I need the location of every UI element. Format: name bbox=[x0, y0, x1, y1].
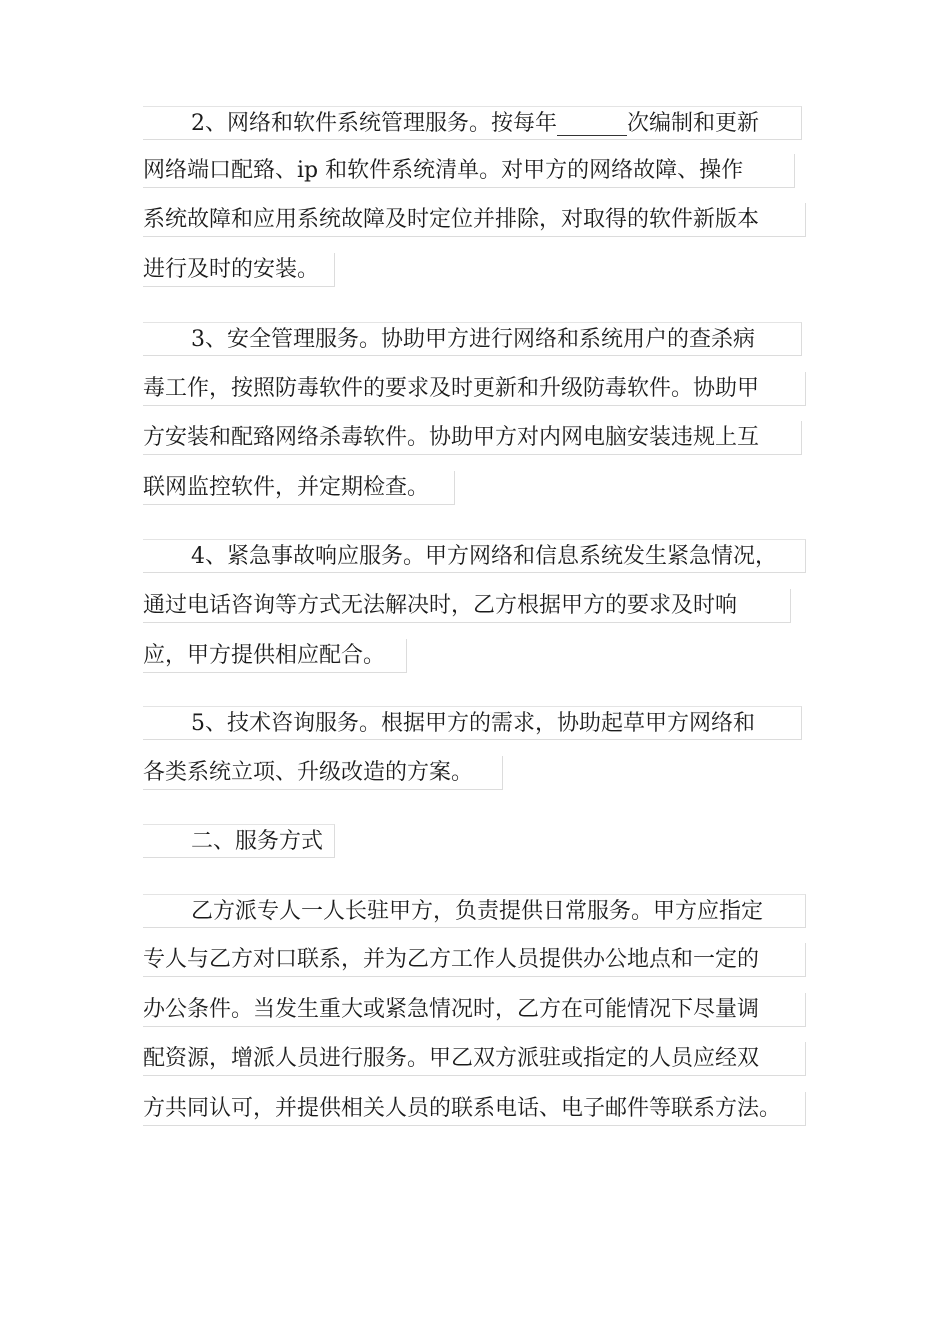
text-segment: 次编制和更新 bbox=[627, 111, 760, 136]
section-heading bbox=[143, 824, 335, 858]
fill-in-blank bbox=[557, 113, 627, 136]
paragraph-2-line-1 bbox=[143, 322, 802, 356]
paragraph-6-line-4: 配资源，增派人员进行服务。甲乙双方派驻或指定的人员应经双 bbox=[143, 1042, 806, 1076]
text-segment: 5、技术咨询服务。根据甲方的需求，协助起草甲方网络和 bbox=[191, 711, 755, 736]
paragraph-1-line-4: 进行及时的安装。 bbox=[143, 253, 335, 287]
text-segment: 2、网络和软件系统管理服务。按每年 bbox=[191, 111, 557, 136]
paragraph-3-line-2: 通过电话咨询等方式无法解决时，乙方根据甲方的要求及时响 bbox=[143, 589, 791, 623]
paragraph-1-line-1 bbox=[143, 106, 802, 140]
text-segment: 3、安全管理服务。协助甲方进行网络和系统用户的查杀病 bbox=[191, 327, 755, 352]
paragraph-4-line-2: 各类系统立项、升级改造的方案。 bbox=[143, 756, 503, 790]
paragraph-3-line-1 bbox=[143, 539, 806, 573]
paragraph-1-line-3: 系统故障和应用系统故障及时定位并排除，对取得的软件新版本 bbox=[143, 203, 806, 237]
text-segment: 4、紧急事故响应服务。甲方网络和信息系统发生紧急情况， bbox=[191, 544, 777, 569]
paragraph-3-line-3: 应，甲方提供相应配合。 bbox=[143, 639, 407, 673]
paragraph-6-line-2: 专人与乙方对口联系，并为乙方工作人员提供办公地点和一定的 bbox=[143, 943, 806, 977]
paragraph-2-line-2: 毒工作，按照防毒软件的要求及时更新和升级防毒软件。协助甲 bbox=[143, 372, 806, 406]
paragraph-6-line-1 bbox=[143, 894, 806, 928]
text-segment: 乙方派专人一人长驻甲方，负责提供日常服务。甲方应指定 bbox=[191, 899, 764, 924]
text-segment: 二、服务方式 bbox=[191, 829, 324, 854]
paragraph-1-line-2: 网络端口配臵、ip 和软件系统清单。对甲方的网络故障、操作 bbox=[143, 154, 795, 188]
paragraph-6-line-3: 办公条件。当发生重大或紧急情况时，乙方在可能情况下尽量调 bbox=[143, 993, 806, 1027]
paragraph-4-line-1 bbox=[143, 706, 802, 740]
paragraph-6-line-5: 方共同认可，并提供相关人员的联系电话、电子邮件等联系方法。 bbox=[143, 1092, 806, 1126]
paragraph-2-line-4: 联网监控软件，并定期检查。 bbox=[143, 471, 455, 505]
paragraph-2-line-3: 方安装和配臵网络杀毒软件。协助甲方对内网电脑安装违规上互 bbox=[143, 421, 802, 455]
